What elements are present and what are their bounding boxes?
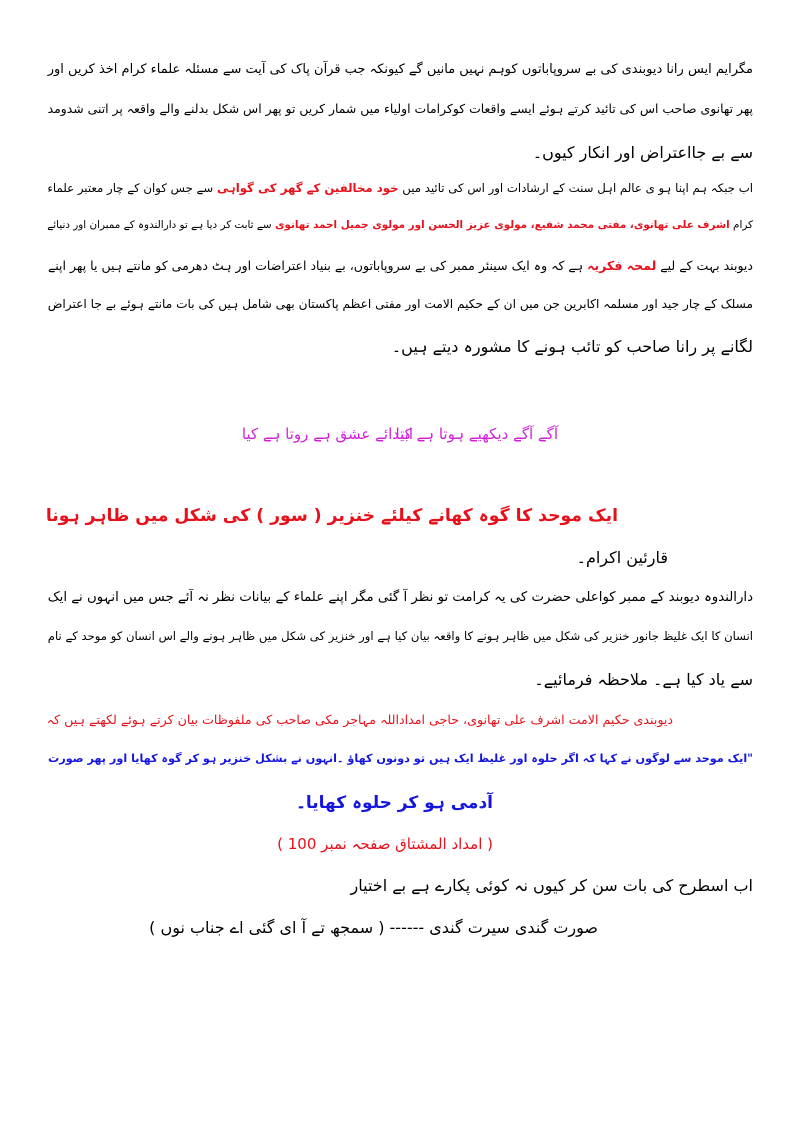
para2-line1-highlight: خود مخالفین کے گھر کی گواہی bbox=[216, 181, 399, 195]
section-title: ایک موحد کا گوہ کھانے کیلئے خنزیر ( سور ) کی شکل میں ظاہر ہونا bbox=[45, 506, 618, 526]
section-greeting: قارئین اکرام۔ bbox=[576, 548, 668, 567]
poem-part-1: ابتدائے عشق ہے روتا ہے کیا bbox=[241, 425, 413, 443]
para2-line2-text-b: سے ثابت کر دیا ہے تو دارالندوہ کے ممبران اور دنیائے bbox=[47, 219, 272, 231]
para2-line3-text-b: ہے کہ وہ ایک سینئر ممبر کی بے سروپاباتوں، بے بنیاد اعتراضات اور ہٹ دھرمی کو مانتے ہیں یا پھر اپنے bbox=[47, 258, 584, 273]
para2-line3-highlight: لمحہ فکریہ bbox=[587, 258, 657, 273]
poem-part-2: آگے آگے دیکھیے ہوتا ہے کیا bbox=[395, 425, 558, 443]
closing-line2: صورت گندی سیرت گندی ------ ( سمجھ تے آ ای گئی اے جناب نوں ) bbox=[149, 918, 598, 937]
para2-line4: مسلک کے چار جید اور مسلمہ اکابرین جن میں ان کے حکیم الامت اور مفتی اعظم پاکستان بھی شامل ہیں کی بات مانتے ہوئے بے جا اعتراض bbox=[47, 297, 753, 311]
citation: ( امداد المشتاق صفحہ نمبر 100 ) bbox=[277, 835, 493, 853]
closing-line1: اب اسطرح کی بات سن کر کیوں نہ کوئی پکارے ہے بے اختیار bbox=[350, 876, 753, 895]
quote-line1: "ایک موحد سے لوگوں نے کہا کہ اگر حلوہ اور غلیظ ایک ہیں تو دونوں کھاؤ ۔انہوں نے بشکل خنزیر ہو کر گوہ کھایا اور پھر صورت bbox=[47, 752, 753, 765]
quote-line2: آدمی ہو کر حلوہ کھایا۔ bbox=[295, 793, 493, 813]
para1-line3: سے بے جااعتراض اور انکار کیوں۔ bbox=[532, 143, 753, 162]
section-line3: سے یاد کیا ہے۔ ملاحظہ فرمائیے۔ bbox=[534, 670, 753, 689]
para2-line5: لگانے پر رانا صاحب کو تائب ہونے کا مشورہ دیتے ہیں۔ bbox=[391, 337, 753, 356]
para2-line2-text-a: کرام bbox=[733, 219, 753, 231]
para2-line3 bbox=[48, 258, 753, 273]
para2-line1-text-b: سے جس کوان کے چار معتبر علماء bbox=[47, 181, 214, 195]
para1-line1: مگرایم ایس رانا دیوبندی کی بے سروپاباتوں کوہم نہیں مانیں گے کیونکہ جب قرآن پاک کی آیت سے مسئلہ علماء کرام اخذ کریں اور bbox=[47, 62, 753, 77]
para2-line2-highlight: اشرف علی تھانوی، مفتی محمد شفیع، مولوی عزیز الحسن اور مولوی جمیل احمد تھانوی bbox=[274, 219, 730, 231]
section-line1: دارالندوہ دیوبند کے ممبر کواعلی حضرت کی یہ کرامت تو نظر آ گئی مگر اپنے علماء کے بیانات نظر نہ آئے جس میں انہوں نے ایک bbox=[47, 590, 753, 605]
quote-intro: دیوبندی حکیم الامت اشرف علی تھانوی، حاجی امداداللہ مہاجر مکی صاحب کی ملفوظات بیان کرتے ہوئے لکھتے ہیں کہ bbox=[46, 712, 673, 727]
para2-line3-text-a: دیوبند بہت کے لیے bbox=[660, 258, 753, 273]
para2-line1 bbox=[47, 181, 753, 195]
para2-line2 bbox=[47, 219, 753, 231]
para1-line2: پھر تھانوی صاحب اس کی تائید کرتے ہوئے ایسے واقعات کوکرامات اولیاء میں شمار کریں تو پھر اس شکل بدلنے والے واقعہ پر اتنی شدومد bbox=[47, 101, 753, 116]
para2-line1-text-a: اب جبکہ ہم اپنا ہو ی عالم اہل سنت کے ارشادات اور اس کی تائید میں bbox=[402, 181, 753, 195]
section-line2: انسان کا ایک غلیظ جانور خنزیر کی شکل میں ظاہر ہونے کا واقعہ بیان کیا ہے اور خنزیر کی شکل میں ظاہر ہونے والے اس انسان کو موحد کے نام bbox=[47, 629, 753, 643]
